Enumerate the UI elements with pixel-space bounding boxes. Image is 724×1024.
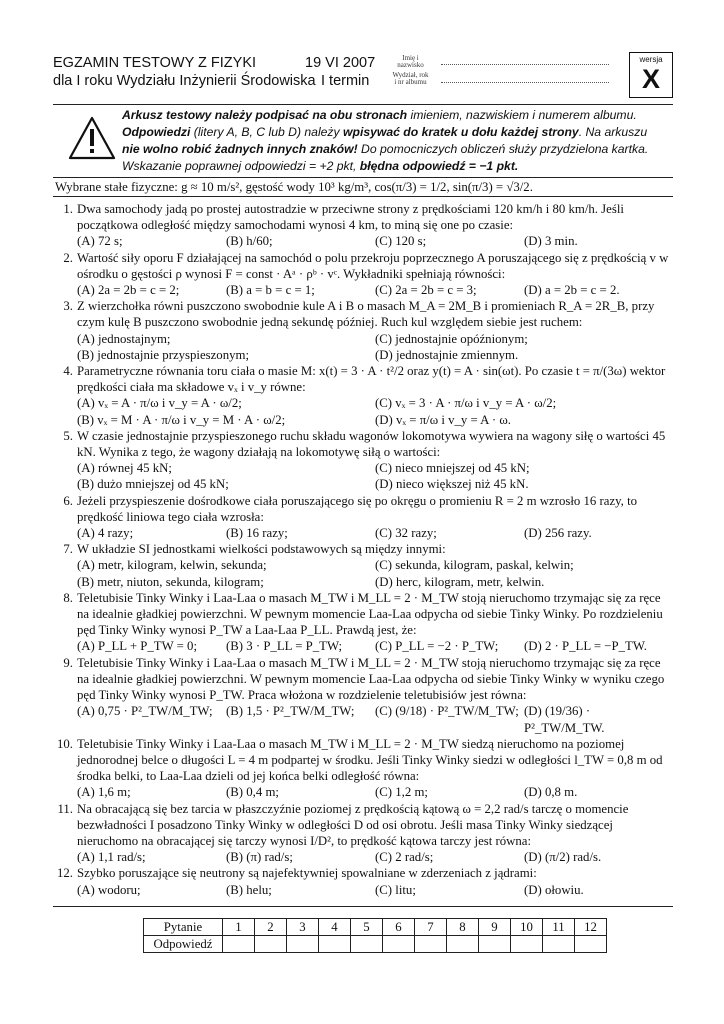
question-number-cell: 5 [351, 919, 383, 936]
question-number-cell: 7 [415, 919, 447, 936]
exam-date: 19 VI 2007 [305, 55, 376, 71]
answer-option: (D) 2 · P_LL = −P_TW. [524, 639, 647, 654]
answer-option: (A) wodoru; [77, 882, 141, 897]
answer-option: (B) 16 razy; [226, 526, 288, 541]
answer-option: (C) litu; [375, 882, 416, 897]
question-12 [53, 865, 673, 897]
question-text: Na obracającą się bez tarcia w płaszczyźnie poziomej z prędkością kątową ω = 2,2 rad/s tarczę o momencie bezwładności I posadzono Tinky Winky w odległości D od osi obrotu. Jeśli masa Tinky Winky siedzącej nieruchomo na obracającej się tarczy wynosi I/D², to prędkość kątowa tarczy jest równa: [77, 801, 629, 848]
question-text: Szybko poruszające się neutrony są najefektywniej spowalniane w zderzeniach z jądrami: [77, 866, 537, 881]
question-text: Parametryczne równania toru ciała o masie M: x(t) = 3 · A · t²/2 oraz y(t) = A · sin(ωt). Po czasie t = π/(3ω) wektor prędkości ciała ma składowe vₓ i v_y równe: [77, 364, 666, 395]
warning-icon [68, 116, 116, 160]
answer-box-7[interactable] [415, 936, 447, 953]
answer-options [77, 282, 673, 298]
answer-option: (C) jednostajnie opóźnionym; [375, 331, 528, 346]
answer-options [77, 331, 673, 363]
answer-option: (B) 1,5 · P²_TW/M_TW; [226, 704, 355, 719]
answer-option: (A) P_LL + P_TW = 0; [77, 639, 198, 654]
question-text: Dwa samochody jadą po prostej autostradzie w przeciwne strony z prędkościami 120 km/h i 80 km/h. Jeśli początkowa odległość między samochodami wynosi 4 km, to miną się one po czasie: [77, 202, 624, 233]
answer-option: (D) a = 2b = c = 2. [524, 283, 620, 298]
answer-options [77, 784, 673, 800]
answer-options [77, 395, 673, 427]
faculty-field-label: Wydział, rok i nr albumu [392, 71, 429, 86]
answer-option: (D) nieco większej niż 45 kN. [375, 477, 529, 492]
answer-options [77, 849, 673, 865]
question-text: Z wierzchołka równi puszczono swobodnie kule A i B o masach M_A = 2M_B i promieniach R_A = 2R_B, przy czym kulę B puszczono swobodnie jedną sekundę później. Ruch kul względem siebie jest ruchem: [77, 299, 655, 330]
question-1 [53, 201, 673, 250]
answer-table [143, 918, 607, 953]
answer-box-4[interactable] [319, 936, 351, 953]
exam-title: EGZAMIN TESTOWY Z FIZYKI [53, 55, 257, 71]
answer-table-question-row [144, 919, 607, 936]
question-number: 6. [63, 493, 73, 508]
question-number: 3. [63, 299, 73, 314]
answer-options [77, 233, 673, 249]
answer-option: (B) a = b = c = 1; [226, 283, 315, 298]
question-number-cell: 1 [223, 919, 255, 936]
answer-option: (B) jednostajnie przyspieszonym; [77, 347, 250, 362]
answer-box-9[interactable] [479, 936, 511, 953]
question-number: 5. [63, 428, 73, 443]
physical-constants [53, 177, 673, 197]
question-number: 7. [63, 542, 73, 557]
answer-options [77, 460, 673, 492]
constants-text: Wybrane stałe fizyczne: g ≈ 10 m/s², gęstość wody 10³ kg/m³, cos(π/3) = 1/2, sin(π/3) = √3/2. [55, 180, 533, 194]
answer-option: (A) 1,6 m; [77, 785, 131, 800]
answer-option: (D) vₓ = π/ω i v_y = A · ω. [375, 412, 512, 427]
answer-box-6[interactable] [383, 936, 415, 953]
answer-option: (A) 1,1 rad/s; [77, 850, 146, 865]
question-number-cell: 2 [255, 919, 287, 936]
answer-option: (D) (π/2) rad/s. [524, 850, 602, 865]
answer-option: (D) herc, kilogram, metr, kelwin. [375, 574, 545, 589]
question-2 [53, 250, 673, 299]
question-number-cell: 6 [383, 919, 415, 936]
answer-option: (C) (9/18) · P²_TW/M_TW; [375, 704, 519, 719]
question-number-cell: 4 [319, 919, 351, 936]
name-field-line[interactable] [441, 64, 609, 65]
version-box [629, 52, 673, 98]
answer-option: (C) 1,2 m; [375, 785, 428, 800]
question-10 [53, 736, 673, 801]
question-number-cell: 3 [287, 919, 319, 936]
answer-row-label: Odpowiedź [144, 936, 223, 953]
answer-option: (C) nieco mniejszej od 45 kN; [375, 461, 530, 476]
answer-box-8[interactable] [447, 936, 479, 953]
header-divider [53, 104, 673, 105]
question-number-cell: 10 [511, 919, 543, 936]
answer-option: (A) vₓ = A · π/ω i v_y = A · ω/2; [77, 396, 242, 411]
question-11 [53, 801, 673, 866]
question-9 [53, 655, 673, 736]
answer-table-answer-row [144, 936, 607, 953]
question-text: Jeżeli przyspieszenie dośrodkowe ciała poruszającego się po okręgu o promieniu R = 2 m wzrosło 16 razy, to prędkość liniowa tego ciała wzrosła: [77, 493, 638, 524]
question-3 [53, 298, 673, 363]
answer-option: (B) helu; [226, 882, 272, 897]
answer-option: (C) P_LL = −2 · P_TW; [375, 639, 499, 654]
exam-header [53, 52, 671, 100]
question-text: Teletubisie Tinky Winky i Laa-Laa o masach M_TW i M_LL = 2 · M_TW stoją nieruchomo trzymając się za ręce na idealnie gładkiej powierzchni. W pewnym momencie Laa-Laa odpycha od siebie Tinky Winky w wyniku czego pęd Tinky Winky wynosi P_TW. Praca włożona w rozdzielenie teletubisiów jest równa: [77, 655, 665, 703]
answer-option: (D) 256 razy. [524, 526, 592, 541]
question-text: W układzie SI jednostkami wielkości podstawowych są między innymi: [77, 542, 446, 557]
answer-option: (A) równej 45 kN; [77, 461, 172, 476]
faculty-field-line[interactable] [441, 82, 609, 83]
question-number-cell: 11 [543, 919, 575, 936]
answer-box-11[interactable] [543, 936, 575, 953]
answer-box-12[interactable] [575, 936, 607, 953]
question-list [53, 201, 673, 898]
answer-option: (D) ołowiu. [524, 882, 584, 897]
question-5 [53, 428, 673, 493]
question-row-label: Pytanie [144, 919, 223, 936]
question-text: Wartość siły oporu F działającej na samochód o polu przekroju poprzecznego A poruszającego się z prędkością v w ośrodku o gęstości ρ wynosi F = const · Aᵃ · ρᵇ · vᶜ. Wykładniki spełniają równości: [77, 250, 669, 281]
question-4 [53, 363, 673, 428]
answer-option: (B) dużo mniejszej od 45 kN; [77, 477, 229, 492]
exam-term: I termin [321, 73, 370, 89]
answer-option: (A) 0,75 · P²_TW/M_TW; [77, 704, 213, 719]
footer-divider [53, 906, 673, 907]
answer-options [77, 882, 673, 898]
answer-options [77, 525, 673, 541]
answer-option: (C) 2a = 2b = c = 3; [375, 283, 477, 298]
question-text: Teletubisie Tinky Winky i Laa-Laa o masach M_TW i M_LL = 2 · M_TW stoją nieruchomo trzymając się za ręce na idealnie gładkiej powierzchni. W pewnym momencie Laa-Laa odpycha od siebie Tinky Winky. Po rozdzieleniu pęd Tinky Winky wynosi P_TW a Laa-Laa P_LL. Prawdą jest, że: [77, 590, 663, 638]
answer-options [77, 638, 673, 654]
question-number-cell: 12 [575, 919, 607, 936]
answer-option: (D) 0,8 m. [524, 785, 578, 800]
instructions-notice: Arkusz testowy należy podpisać na obu stronach imieniem, nazwiskiem i numerem albumu. Odpowiedzi (litery A, B, C lub D) należy wpisywać do kratek u dołu każdej strony. Na arkuszu nie wolno robić żadnych innych znaków! Do pomocniczych obliczeń służy przydzielona kartka. Wskazanie poprawnej odpowiedzi = +2 pkt, błędna odpowiedź = −1 pkt. [122, 108, 649, 173]
answer-box-1[interactable] [223, 936, 255, 953]
answer-option: (D) jednostajnie zmiennym. [375, 347, 519, 362]
question-number: 4. [63, 364, 73, 379]
question-number-cell: 9 [479, 919, 511, 936]
exam-subtitle: dla I roku Wydziału Inżynierii Środowiska [53, 73, 316, 89]
version-label: wersja [639, 55, 663, 64]
question-number: 1. [63, 202, 73, 216]
answer-option: (B) vₓ = M · A · π/ω i v_y = M · A · ω/2; [77, 412, 286, 427]
answer-option: (A) 4 razy; [77, 526, 134, 541]
answer-option: (C) 32 razy; [375, 526, 437, 541]
question-number: 2. [63, 250, 73, 265]
answer-option: (D) 3 min. [524, 234, 578, 249]
answer-option: (C) 2 rad/s; [375, 850, 434, 865]
answer-option: (A) jednostajnym; [77, 331, 171, 346]
answer-options [77, 703, 673, 735]
question-number: 8. [63, 590, 73, 605]
answer-box-5[interactable] [351, 936, 383, 953]
answer-box-3[interactable] [287, 936, 319, 953]
answer-option: (A) metr, kilogram, kelwin, sekunda; [77, 558, 267, 573]
answer-option: (C) sekunda, kilogram, paskal, kelwin; [375, 558, 574, 573]
question-number: 10. [57, 736, 73, 751]
answer-option: (B) 0,4 m; [226, 785, 279, 800]
answer-box-10[interactable] [511, 936, 543, 953]
question-8 [53, 590, 673, 655]
question-number: 9. [63, 655, 73, 670]
answer-box-2[interactable] [255, 936, 287, 953]
answer-option: (B) 3 · P_LL = P_TW; [226, 639, 343, 654]
answer-options [77, 557, 673, 589]
answer-option: (B) h/60; [226, 234, 273, 249]
question-text: W czasie jednostajnie przyspieszonego ruchu składu wagonów lokomotywa wywiera na wagony siłę o wartości 45 kN. Wynika z tego, że wagony działają na lokomotywę siłą o wartości: [77, 428, 666, 460]
answer-option: (A) 72 s; [77, 234, 123, 249]
name-field-label: Imię i nazwisko [397, 54, 424, 69]
question-number: 12. [57, 866, 73, 881]
question-7 [53, 541, 673, 590]
version-letter: X [641, 64, 660, 94]
answer-option: (C) 120 s; [375, 234, 427, 249]
answer-option: (B) metr, niuton, sekunda, kilogram; [77, 574, 264, 589]
question-text: Teletubisie Tinky Winky i Laa-Laa o masach M_TW i M_LL = 2 · M_TW siedzą nieruchomo na poziomej jednorodnej belce o długości L = 4 m podpartej w środku. Jeśli Tinky Winky siedzi w odległości l_TW = 0,8 m od środka belki, to Laa-Laa dzieli od jej końca belki odległość równa: [77, 736, 663, 784]
question-number: 11. [57, 801, 73, 816]
answer-option: (B) (π) rad/s; [226, 850, 293, 865]
question-number-cell: 8 [447, 919, 479, 936]
answer-option: (C) vₓ = 3 · A · π/ω i v_y = A · ω/2; [375, 396, 557, 411]
answer-option: (A) 2a = 2b = c = 2; [77, 283, 180, 298]
question-6 [53, 493, 673, 542]
answer-option: (D) (19/36) · P²_TW/M_TW. [524, 704, 605, 735]
